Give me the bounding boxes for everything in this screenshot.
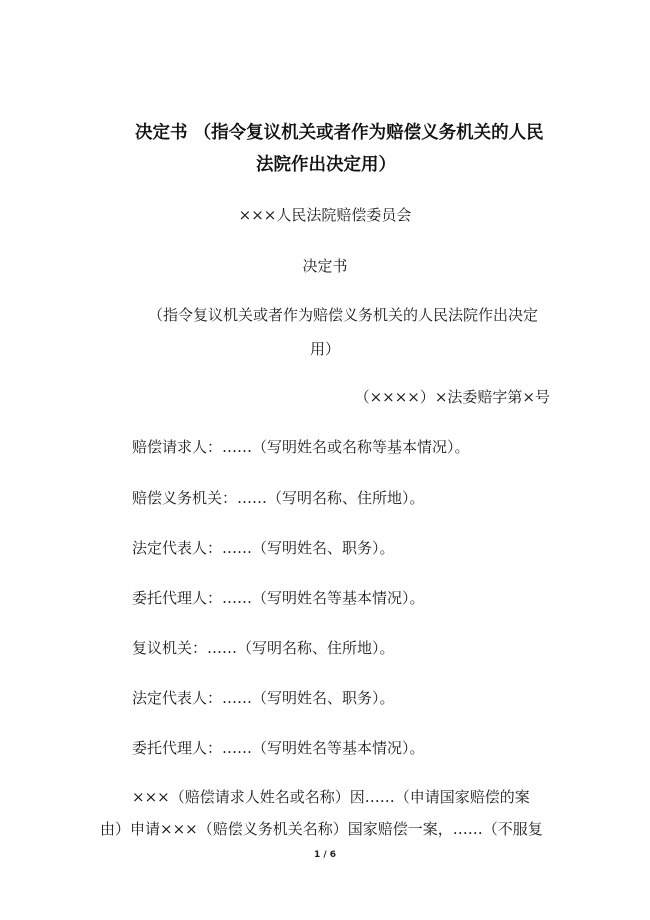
page-number: 1 / 6 (313, 850, 337, 860)
document-name: 决定书 (302, 257, 348, 275)
party-line: 法定代表人：……（写明姓名、职务）。 (132, 539, 395, 557)
subtitle-line-2: 用） (309, 340, 340, 358)
party-line: 法定代表人：……（写明姓名、职务）。 (132, 689, 395, 707)
party-line: 委托代理人：……（写明姓名等基本情况）。 (132, 589, 425, 607)
subtitle-line-1: （指令复议机关或者作为赔偿义务机关的人民法院作出决定 (148, 306, 539, 324)
document-title-line-2: 法院作出决定用） (256, 155, 396, 175)
party-line: 复议机关：……（写明名称、住所地）。 (132, 639, 395, 657)
body-paragraph-line-1: ×××（赔偿请求人姓名或名称）因……（申请国家赔偿的案 (132, 788, 530, 806)
committee-name: ×××人民法院赔偿委员会 (238, 206, 412, 224)
party-line: 委托代理人：……（写明姓名等基本情况）。 (132, 739, 425, 757)
body-paragraph-line-2: 由）申请×××（赔偿义务机关名称）国家赔偿一案，……（不服复 (100, 820, 543, 838)
party-line: 赔偿义务机关：……（写明名称、住所地）。 (132, 489, 425, 507)
document-title-line-1: 决定书 （指令复议机关或者作为赔偿义务机关的人民 (135, 123, 544, 143)
party-line: 赔偿请求人：……（写明姓名或名称等基本情况）。 (132, 438, 470, 456)
document-number: （××××）×法委赔字第×号 (354, 388, 550, 406)
